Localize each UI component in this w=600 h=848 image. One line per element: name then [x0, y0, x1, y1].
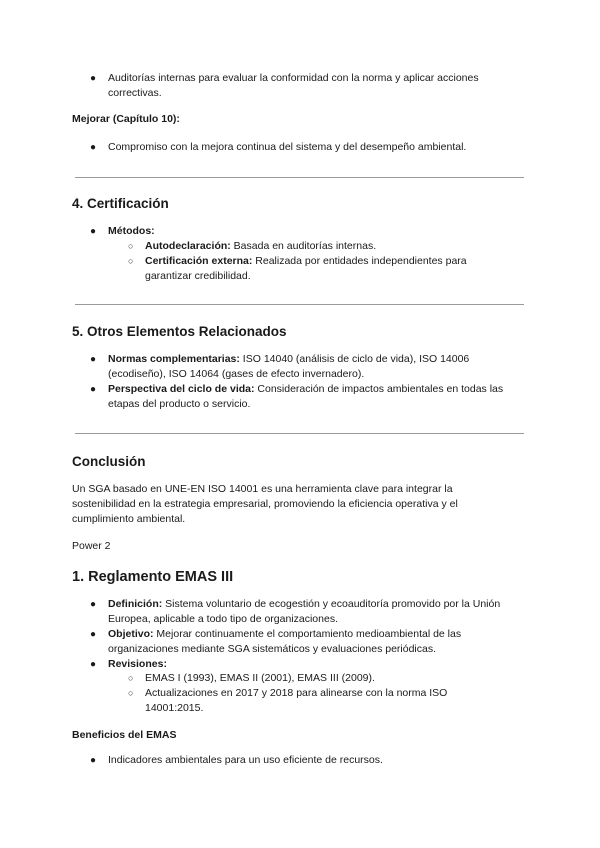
sub-bullet-circle: ○: [128, 256, 134, 266]
mejorar-bullet: Compromiso con la mejora continua del sistema y del desempeño ambiental.: [108, 141, 467, 153]
bullet-dot: ●: [90, 629, 97, 640]
mejorar-heading: Mejorar (Capítulo 10):: [72, 113, 180, 125]
divider: [75, 433, 524, 434]
conclusion-line2: sostenibilidad en la estrategia empresarial, promoviendo la eficiencia operativa y el: [72, 498, 458, 510]
revisiones-item-2: Actualizaciones en 2017 y 2018 para alinearse con la norma ISO: [145, 687, 448, 699]
conclusion-line3: cumplimiento ambiental.: [72, 513, 186, 525]
power-label: Power 2: [72, 540, 111, 552]
bullet-dot: ●: [90, 659, 97, 670]
emas-heading: 1. Reglamento EMAS III: [72, 569, 234, 585]
ciclo-item: Perspectiva del ciclo de vida: Consideración de impactos ambientales en todas las: [108, 383, 504, 395]
bullet-dot: ●: [90, 226, 97, 237]
audit-bullet-line2: correctivas.: [108, 87, 162, 99]
sub-bullet-circle: ○: [128, 688, 134, 698]
divider: [75, 304, 524, 305]
revisiones-item-1: EMAS I (1993), EMAS II (2001), EMAS III (2009).: [145, 672, 375, 684]
revisiones-label: Revisiones:: [108, 658, 167, 670]
definicion-line2: Europea, aplicable a todo tipo de organizaciones.: [108, 613, 338, 625]
conclusion-heading: Conclusión: [72, 454, 146, 469]
objetivo-line2: organizaciones mediante SGA sistemáticos y evaluaciones periódicas.: [108, 643, 437, 655]
autodeclaracion-item: Autodeclaración: Basada en auditorías internas.: [145, 240, 377, 252]
objetivo-item: Objetivo: Mejorar continuamente el comportamiento medioambiental de las: [108, 628, 462, 640]
otros-heading: 5. Otros Elementos Relacionados: [72, 324, 287, 339]
metodos-label: Métodos:: [108, 225, 155, 237]
audit-bullet-line1: Auditorías internas para evaluar la conformidad con la norma y aplicar acciones: [108, 72, 479, 84]
bullet-dot: ●: [90, 384, 97, 395]
bullet-dot: ●: [90, 599, 97, 610]
conclusion-line1: Un SGA basado en UNE-EN ISO 14001 es una herramienta clave para integrar la: [72, 483, 453, 495]
definicion-item: Definición: Sistema voluntario de ecogestión y ecoauditoría promovido por la Unión: [108, 598, 501, 610]
certificacion-externa-item: Certificación externa: Realizada por entidades independientes para: [145, 255, 467, 267]
normas-item: Normas complementarias: ISO 14040 (análisis de ciclo de vida), ISO 14006: [108, 353, 470, 365]
certificacion-externa-line2: garantizar credibilidad.: [145, 270, 251, 282]
revisiones-item-2-line2: 14001:2015.: [145, 702, 204, 714]
bullet-dot: ●: [90, 142, 97, 153]
divider: [75, 177, 524, 178]
ciclo-line2: etapas del producto o servicio.: [108, 398, 251, 410]
beneficios-heading: Beneficios del EMAS: [72, 729, 177, 741]
sub-bullet-circle: ○: [128, 673, 134, 683]
bullet-dot: ●: [90, 354, 97, 365]
bullet-dot: ●: [90, 73, 97, 84]
normas-line2: (ecodiseño), ISO 14064 (gases de efecto invernadero).: [108, 368, 365, 380]
certificacion-heading: 4. Certificación: [72, 196, 169, 211]
sub-bullet-circle: ○: [128, 241, 134, 251]
bullet-dot: ●: [90, 755, 97, 766]
beneficios-bullet: Indicadores ambientales para un uso eficiente de recursos.: [108, 754, 383, 766]
